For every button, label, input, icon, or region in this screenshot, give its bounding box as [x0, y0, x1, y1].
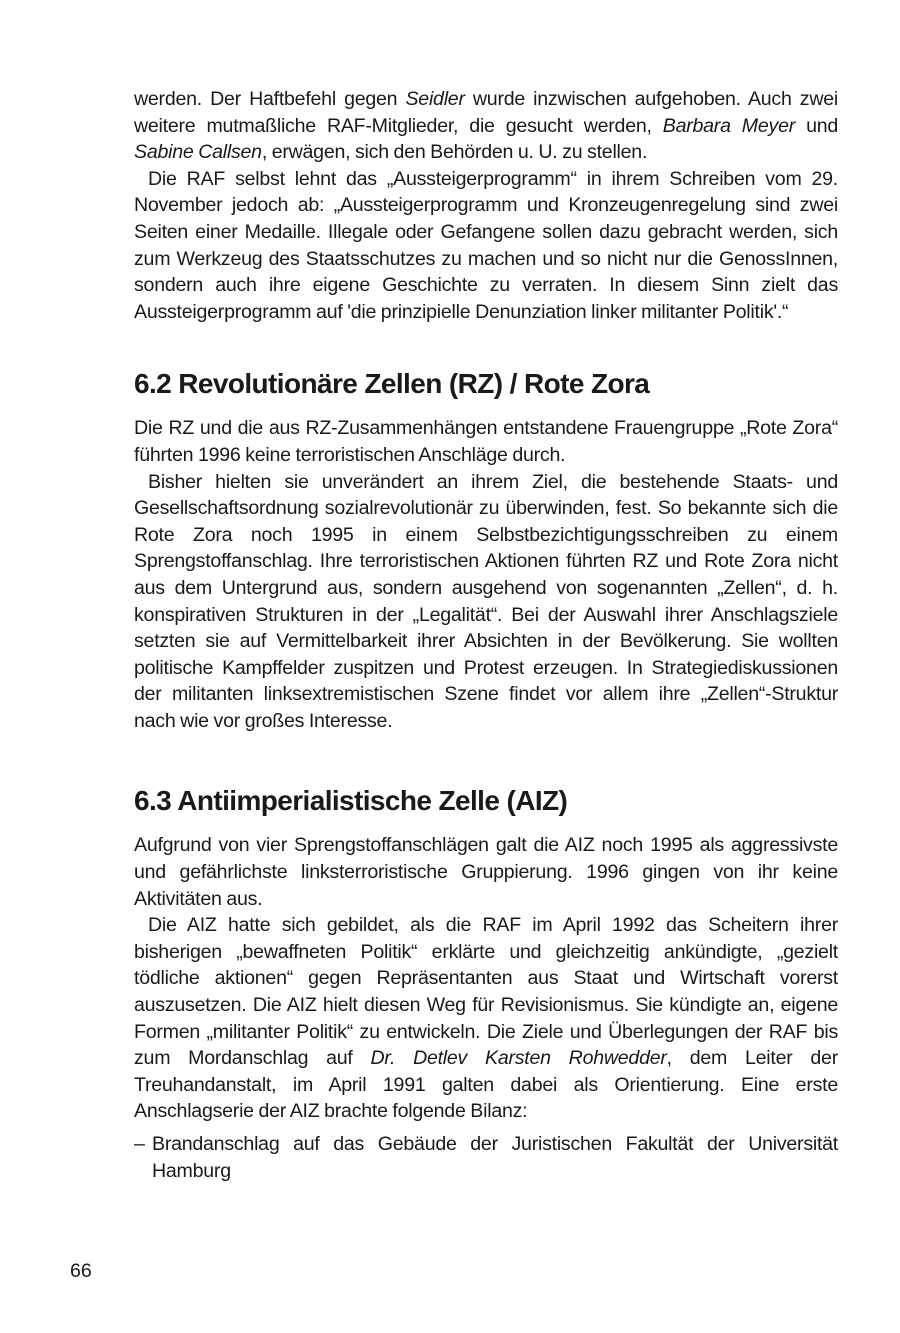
page-number: 66: [70, 1260, 92, 1282]
paragraph-rz-goals: Bisher hielten sie unverändert an ihrem Ziel, die bestehende Staats- und Gesellschaftsordnung sozialrevolutionär zu überwinden, fest. So bekannte sich die Rote Zora noch 1995 in einem Selbstbezichtigungsschreiben zu einem Sprengstoffanschlag. Ihre terroristischen Aktionen führten RZ und Rote Zora nicht aus dem Untergrund aus, sondern ausgehend von sogenannten „Zellen“, d. h. konspirativen Strukturen in der „Legalität“. Bei der Auswahl ihrer Anschlagsziele setzten sie auf Vermittelbarkeit ihrer Absichten in der Bevölkerung. Sie wollten politische Kampffelder zuspitzen und Protest erzeugen. In Strategiediskussionen der militanten linksextremistischen Szene findet vor allem ihre „Zellen“-Struktur nach wie vor großes Interesse.: [134, 470, 838, 732]
paragraph-raf-members: werden. Der Haftbefehl gegen Seidler wurde inzwischen aufgehoben. Auch zwei weitere mutmaßliche RAF-Mitglieder, die gesucht werden, Barbara Meyer und Sabine Callsen, erwägen, sich den Behörden u. U. zu stellen.: [134, 88, 839, 164]
attack-list: [134, 1131, 838, 1184]
italic-name: Dr. Detlev Karsten Rohwedder: [370, 1047, 667, 1070]
list-item: [134, 1131, 838, 1184]
italic-name: Sabine Callsen: [134, 141, 262, 164]
heading-section-6-2: 6.2 Revolutionäre Zellen (RZ) / Rote Zora: [134, 368, 650, 400]
page-body: [134, 86, 838, 1184]
paragraph-rz-intro: Die RZ und die aus RZ-Zusammenhängen entstandene Frauengruppe „Rote Zora“ führten 1996 keine terroristischen Anschläge durch.: [134, 417, 838, 466]
paragraph-aiz-intro: Aufgrund von vier Sprengstoffanschlägen galt die AIZ noch 1995 als aggressivste und gefährlichste linksterroristische Gruppierung. 1996 gingen von ihr keine Aktivitäten aus.: [134, 834, 838, 910]
list-item-text: Brandanschlag auf das Gebäude der Juristischen Fakultät der Universität Hamburg: [152, 1133, 838, 1182]
list-dash: –: [134, 1133, 145, 1155]
heading-section-6-3: 6.3 Antiimperialistische Zelle (AIZ): [134, 785, 568, 817]
italic-name: Seidler: [405, 88, 465, 110]
paragraph-aiz-history: Die AIZ hatte sich gebildet, als die RAF im April 1992 das Scheitern ihrer bisherigen „bewaffneten Politik“ erklärte und gleichzeitig ankündigte, „gezielt tödliche aktionen“ gegen Repräsentanten aus Staat und Wirtschaft vorerst auszusetzen. Die AIZ hielt diesen Weg für Revisionismus. Sie kündigte an, eigene Formen „militanter Politik“ zu entwickeln. Die Ziele und Überlegungen der RAF bis zum Mordanschlag auf Dr. Detlev Karsten Rohwedder, dem Leiter der Treuhandanstalt, im April 1991 galten dabei als Orientierung. Eine erste Anschlagserie der AIZ brachte folgende Bilanz:: [134, 914, 838, 1123]
italic-name: Barbara Meyer: [662, 114, 795, 137]
paragraph-raf-statement: Die RAF selbst lehnt das „Aussteigerprogramm“ in ihrem Schreiben vom 29. November jedoch ab: „Aussteigerprogramm und Kronzeugenregelung sind zwei Seiten einer Medaille. Illegale oder Gefangene sollen dazu gebracht werden, sich zum Werkzeug des Staatsschutzes zu machen und so nicht nur die GenossInnen, sondern auch ihre eigene Geschichte zu verraten. In diesem Sinn zielt das Aussteigerprogramm auf 'die prinzipielle Denunziation linker militanter Politik'.“: [134, 167, 838, 323]
